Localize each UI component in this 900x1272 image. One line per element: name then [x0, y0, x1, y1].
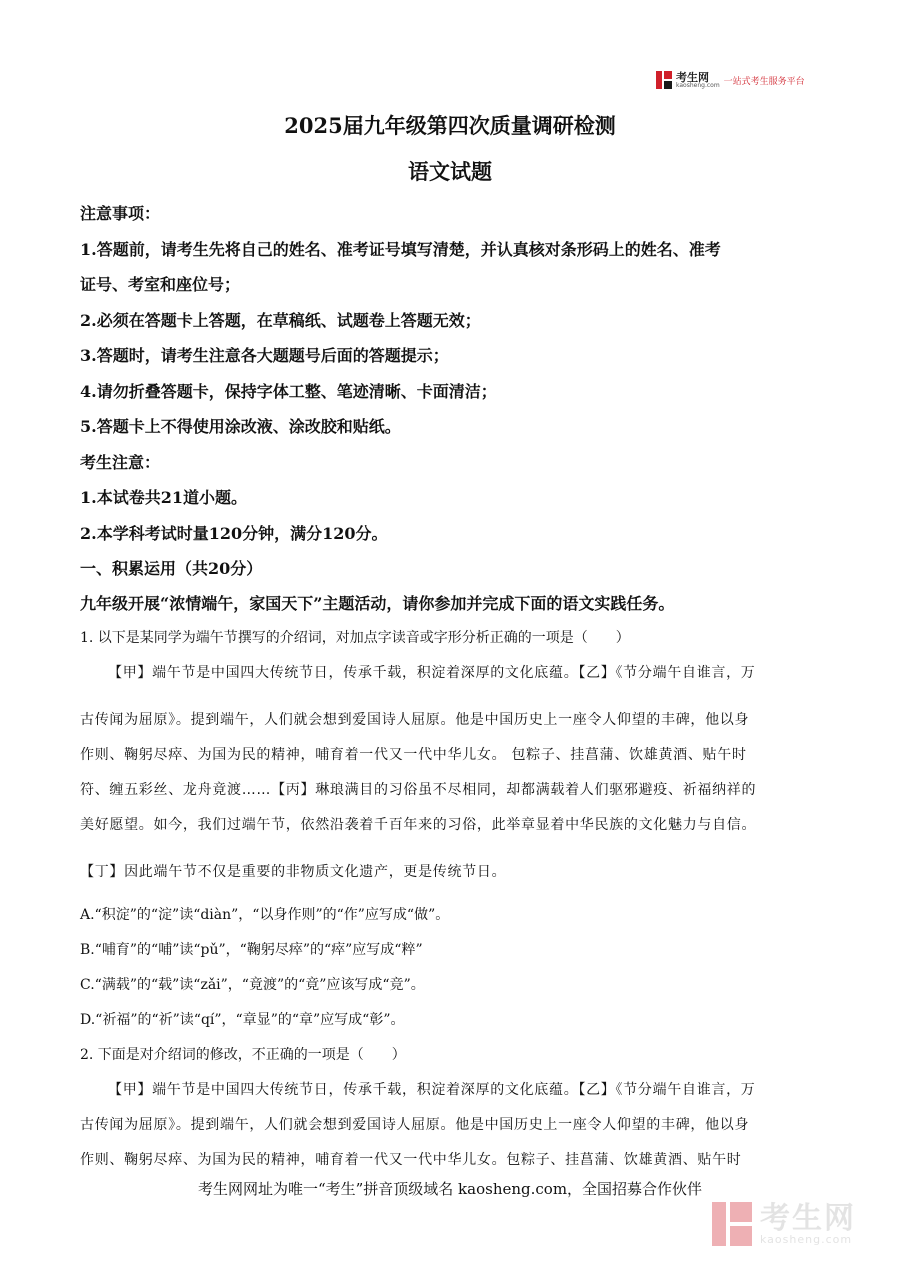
question-1-passage-line: 作则、鞠躬尽瘁、为国为民的精神，哺育着一代又一代中华儿女。 包粽子、挂菖蒲、饮雄黄酒、贴午时	[80, 746, 747, 763]
kaosheng-watermark	[712, 1202, 856, 1246]
question-1-passage-line: 美好愿望。如今，我们过端午节，依然沿袭着千百年来的习俗，此举章显着中华民族的文化魅力与自信。	[80, 816, 757, 833]
question-2-passage-line: 作则、鞠躬尽瘁、为国为民的精神，哺育着一代又一代中华儿女。包粽子、挂菖蒲、饮雄黄酒、贴午时	[80, 1151, 742, 1168]
notice-line-4: 4.请勿折叠答题卡，保持字体工整、笔迹清晰、卡面清洁；	[80, 381, 497, 401]
notice-line-1a: 1.答题前，请考生先将自己的姓名、准考证号填写清楚，并认真核对条形码上的姓名、准考	[80, 239, 721, 259]
question-2-passage-line: 古传闻为屈原》。提到端午，人们就会想到爱国诗人屈原。他是中国历史上一座令人仰望的丰碑，他以身	[80, 1116, 750, 1133]
watermark-name: 考生网	[760, 1200, 856, 1236]
header-logo	[656, 70, 805, 90]
logo-domain: kaosheng.com	[676, 81, 720, 89]
exam-notes-heading: 考生注意：	[80, 452, 161, 472]
exam-notes-line-2: 2.本学科考试时量120分钟，满分120分。	[80, 523, 388, 543]
exam-notes-line-1: 1.本试卷共21道小题。	[80, 488, 247, 507]
question-1-option-b: B.“哺育”的“哺”读“pǔ”，“鞠躬尽瘁”的“瘁”应写成“粹”	[80, 941, 423, 958]
kaosheng-logo-icon	[656, 71, 672, 89]
notice-line-3: 3.答题时，请考生注意各大题题号后面的答题提示；	[80, 346, 449, 365]
notice-heading: 注意事项：	[80, 204, 161, 223]
question-1-passage-line: 【丁】因此端午节不仅是重要的非物质文化遗产，更是传统节日。	[80, 863, 507, 880]
exam-content	[80, 196, 820, 1178]
question-1-option-d: D.“祈福”的“祈”读“qí”，“章显”的“章”应写成“彰”。	[80, 1011, 405, 1028]
question-1-passage-line: 符、缠五彩丝、龙舟竟渡……【丙】琳琅满目的习俗虽不尽相同，却都满载着人们驱邪避疫、祈福纳祥的	[80, 781, 757, 798]
question-2-passage-line: 【甲】端午节是中国四大传统节日，传承千载，积淀着深厚的文化底蕴。【乙】《节分端午自谁言，万	[108, 1081, 756, 1098]
question-1-option-c: C.“满载”的“载”读“zǎi”，“竟渡”的“竟”应该写成“竞”。	[80, 976, 425, 993]
notice-line-5: 5.答题卡上不得使用涂改液、涂改胶和贴纸。	[80, 417, 401, 436]
exam-title: 2025届九年级第四次质量调研检测	[284, 113, 616, 138]
notice-line-2: 2.必须在答题卡上答题，在草稿纸、试题卷上答题无效；	[80, 310, 481, 330]
section-heading: 一、积累运用（共20分）	[80, 559, 263, 578]
logo-name: 考生网	[676, 70, 709, 84]
notice-line-1b: 证号、考室和座位号；	[80, 275, 241, 294]
footer-text: 考生网网址为唯一“考生”拼音顶级域名 kaosheng.com，全国招募合作伙伴	[197, 1180, 703, 1198]
question-2-stem: 2. 下面是对介绍词的修改，不正确的一项是（ ）	[80, 1046, 406, 1063]
subject-title: 语文试题	[408, 159, 492, 184]
task-description: 九年级开展“浓情端午，家国天下”主题活动，请你参加并完成下面的语文实践任务。	[80, 593, 675, 613]
question-1-stem: 1. 以下是某同学为端午节撰写的介绍词，对加点字读音或字形分析正确的一项是（ ）	[80, 629, 630, 646]
watermark-logo-icon	[712, 1202, 752, 1246]
question-1-passage-line: 古传闻为屈原》。提到端午，人们就会想到爱国诗人屈原。他是中国历史上一座令人仰望的丰碑，他以身	[80, 711, 750, 728]
question-1-option-a: A.“积淀”的“淀”读“diàn”，“以身作则”的“作”应写成“做”。	[80, 906, 450, 923]
logo-slogan: 一站式考生服务平台	[723, 76, 805, 87]
watermark-domain: kaosheng.com	[760, 1232, 853, 1246]
question-1-passage-line: 【甲】端午节是中国四大传统节日，传承千载，积淀着深厚的文化底蕴。【乙】《节分端午自谁言，万	[108, 664, 756, 681]
